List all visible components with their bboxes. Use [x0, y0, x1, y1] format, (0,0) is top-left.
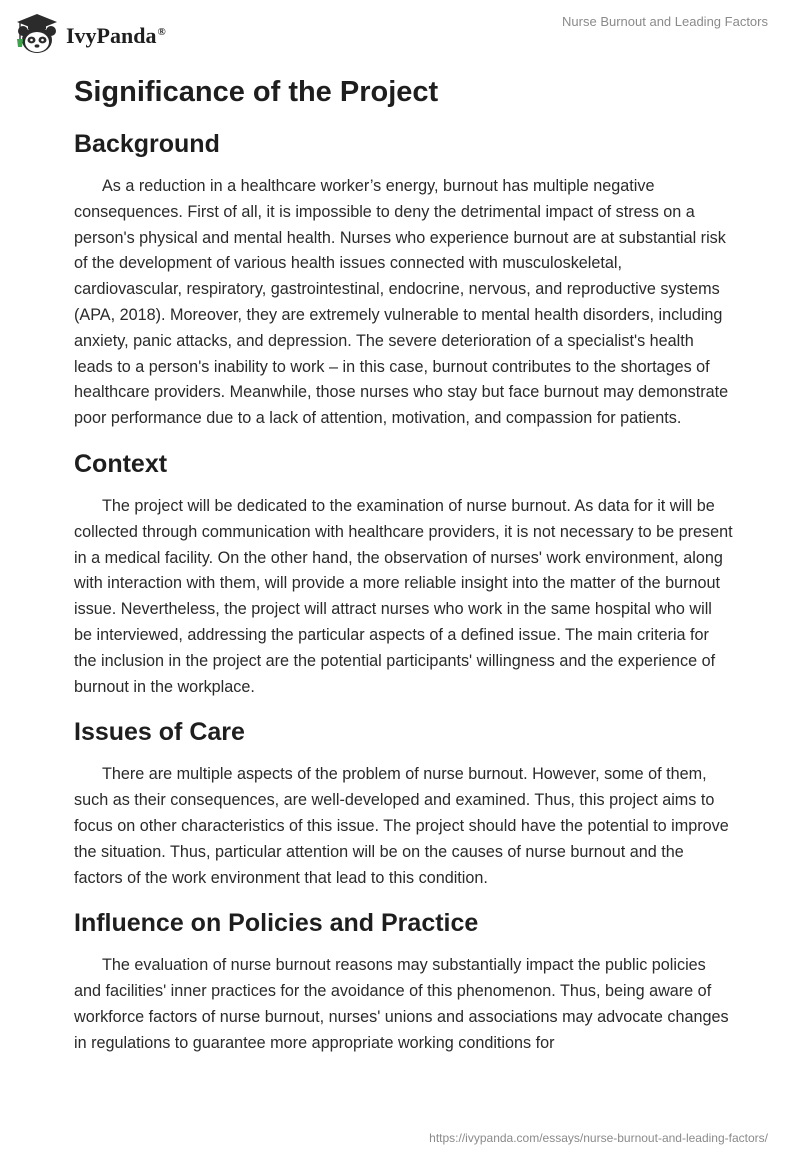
source-url-link[interactable]: https://ivypanda.com/essays/nurse-burnout-and-leading-factors/	[429, 1131, 768, 1145]
page-title: Significance of the Project	[74, 76, 439, 108]
brand-logo[interactable]	[14, 8, 166, 60]
section-paragraph-context: The project will be dedicated to the examination of nurse burnout. As data for it will be collected through communication with healthcare providers, it is not necessary to be present in a medical facility. On the other hand, the observation of nurses' work environment, along with interaction with them, will provide a more reliable insight into the matter of the burnout issue. Nevertheless, the project will attract nurses who work in the same hospital who will be interviewed, addressing the particular aspects of a defined issue. The main criteria for the inclusion in the project are the potential participants' willingness and the experience of burnout in the workplace.	[74, 496, 733, 696]
section-paragraph-issues-of-care: There are multiple aspects of the problem of nurse burnout. However, some of them, such as their consequences, are well-developed and examined. Thus, this project aims to focus on other characteristics of this issue. The project should have the potential to improve the situation. Thus, particular attention will be on the causes of nurse burnout and the factors of the work environment that lead to this condition.	[74, 765, 729, 887]
document-title: Nurse Burnout and Leading Factors	[562, 14, 768, 29]
panda-graduate-icon	[14, 11, 60, 57]
section-heading-issues-of-care: Issues of Care	[74, 718, 245, 747]
section-heading-context: Context	[74, 449, 168, 478]
article-body	[74, 62, 734, 1057]
brand-name: IvyPanda®	[66, 23, 166, 48]
section-paragraph-background: As a reduction in a healthcare worker’s energy, burnout has multiple negative consequences. First of all, it is impossible to deny the detrimental impact of stress on a person's physical and mental health. Nurses who experience burnout are at substantial risk of the development of various health issues connected with musculoskeletal, cardiovascular, respiratory, gastrointestinal, endocrine, nervous, and reproductive systems (APA, 2018). Moreover, they are extremely vulnerable to mental health disorders, including anxiety, panic attacks, and depression. The severe deterioration of a specialist's health leads to a person's inability to work – in this case, burnout contributes to the shortages of healthcare providers. Meanwhile, those nurses who stay but face burnout may demonstrate poor performance due to a lack of attention, motivation, and compassion for patients.	[74, 177, 729, 428]
section-paragraph-influence: The evaluation of nurse burnout reasons may substantially impact the public policies and facilities' inner practices for the avoidance of this phenomenon. Thus, being aware of workforce factors of nurse burnout, nurses' unions and associations may advocate changes in regulations to guarantee more appropriate working conditions for	[74, 956, 729, 1052]
section-heading-background: Background	[74, 130, 220, 158]
section-heading-influence: Influence on Policies and Practice	[74, 909, 479, 938]
